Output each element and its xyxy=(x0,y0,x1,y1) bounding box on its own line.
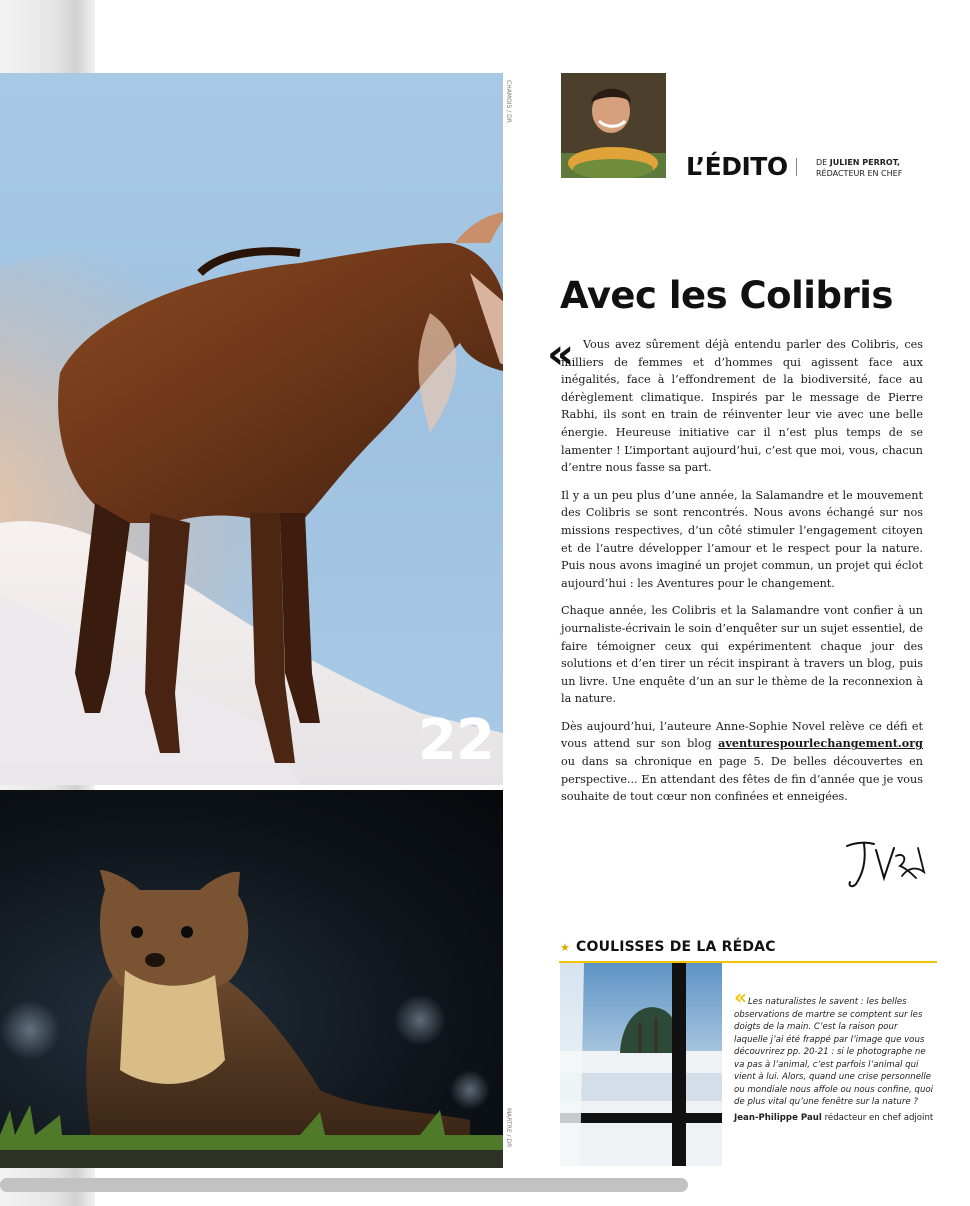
window-photo xyxy=(560,963,722,1166)
paragraph-4-intro: Dès aujourd’hui, l’auteure Anne-Sophie Novel relève ce défi et vous attend sur son blog xyxy=(561,719,923,751)
article-paragraph-2: Il y a un peu plus d’une année, la Salamandre et le mouvement des Colibris se sont rencontrés. Nous avons échangé sur nos missions respectives, d’un côté stimuler l’engagement citoyen et de l’autre développer l’amour et le respect pour la nature. Puis nous avons imaginé un projet commun, un projet qui éclot aujourd’hui : les Aventures pour le changement. xyxy=(561,488,923,590)
coulisses-quote-mark: « xyxy=(734,985,747,1009)
byline-author: JULIEN PERROT, xyxy=(829,158,901,167)
article-headline: Avec les Colibris xyxy=(560,274,893,317)
article-body xyxy=(561,336,923,816)
photo-credit-marten: MARTRE / DR xyxy=(505,1108,512,1148)
edito-separator xyxy=(796,158,797,176)
editor-portrait xyxy=(561,73,666,178)
edito-label: L’ÉDITO xyxy=(686,152,788,181)
article-paragraph-3: Chaque année, les Colibris et la Salamandre vont confier à un journaliste-écrivain le soin d’enquêter sur un sujet essentiel, de faire témoigner ceux qui expérimentent chaque jour des solutions et d’en tirer un récit inspirant à travers un blog, puis un livre. Une enquête d’un an sur le thème de la reconnexion à la nature. xyxy=(561,604,923,706)
article-paragraph-4 xyxy=(561,718,923,806)
coulisses-text: Les naturalistes le savent : les belles observations de martre se comptent sur les doigts de la main. C’est la raison pour laquelle j’ai été frappé par l’image que vous découvrirez pp. 20-21 : si le photographe ne va pas à l’animal, c’est parfois l’animal qui vient à lui. Alors, quand une crise personnelle ou mondiale nous affole ou nous confine, quoi de plus vital qu’une fenêtre sur la nature ? xyxy=(734,997,934,1107)
blog-link[interactable]: aventurespourlechangement.org xyxy=(718,736,923,751)
marten-photo xyxy=(0,790,503,1168)
paragraph-4-end: ou dans sa chronique en page 5. De belles découvertes en perspective... En attendant des fêtes de fin d’année que je vous souhaite de tout cœur non confinées et enneigées. xyxy=(561,755,923,804)
coulisses-title: COULISSES DE LA RÉDAC xyxy=(576,939,776,955)
article-paragraph-1: Vous avez sûrement déjà entendu parler des Colibris, ces milliers de femmes et d’hommes qui agissent face aux inégalités, face à l’effondrement de la biodiversité, face au dérèglement climatique. Inspirés par le message de Pierre Rabhi, ils sont en train de réinventer leur vie avec une belle énergie. Heureuse initiative car il n’est plus temps de se lamenter ! L’important aujourd’hui, c’est que moi, vous, chacun d’entre nous fasse sa part. xyxy=(561,338,923,475)
signature-image xyxy=(842,838,932,890)
opening-quote-mark: « xyxy=(547,329,575,378)
byline-role: RÉDACTEUR EN CHEF xyxy=(816,169,903,178)
coulisses-author-name: Jean-Philippe Paul xyxy=(734,1112,822,1123)
chamois-photo xyxy=(0,73,503,785)
photo-credit-chamois: CHAMOIS / DR xyxy=(505,80,512,123)
byline-prefix: DE xyxy=(816,158,828,167)
coulisses-author-role: rédacteur en chef adjoint xyxy=(824,1112,934,1123)
coulisses-author xyxy=(734,1112,934,1125)
star-icon: ★ xyxy=(560,941,570,954)
horizontal-scrollbar[interactable] xyxy=(0,1178,688,1192)
byline xyxy=(816,157,902,179)
coulisses-text-block xyxy=(734,996,934,1124)
page-number: 22 xyxy=(418,708,494,773)
